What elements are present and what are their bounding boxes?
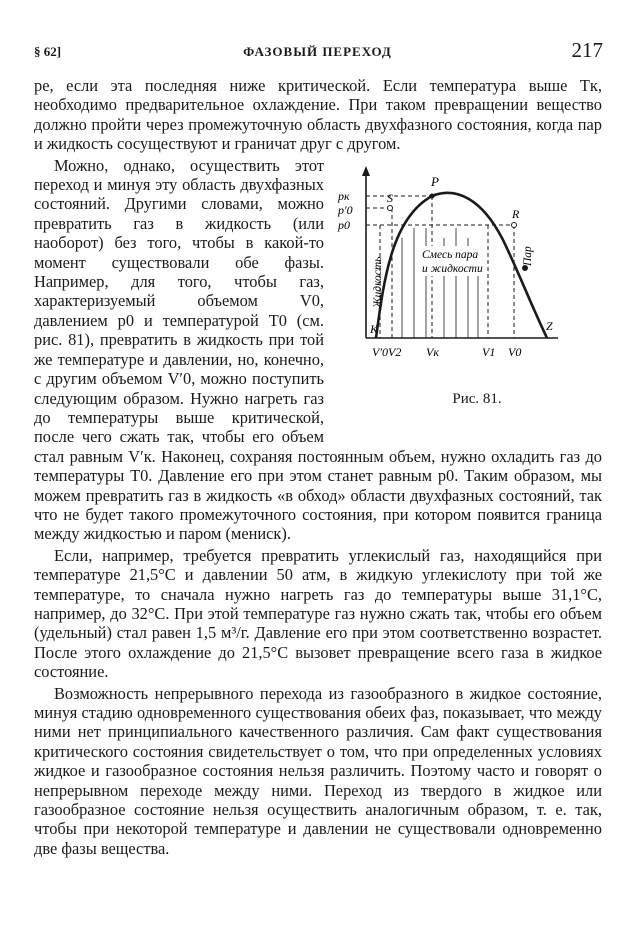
label-mixture-1: Смесь пара — [422, 248, 479, 261]
label-point-s: S — [387, 190, 393, 205]
section-number: § 62] — [34, 44, 62, 59]
two-phase-hatch — [402, 228, 478, 338]
paragraph-3: Если, например, требуется превратить углекислый газ, находящийся при температуре 21,5°C и давлении 50 атм, в жидкую углекислоту при той же температуре, то сначала нужно нагреть газ до температуры выше 31,1°C, например, до 32°C. При этой температуре газ нужно сжать так, чтобы его объем (удельный) стал равен 1,5 м³/г. Давление его при этом соответственно возрастет. После этого охлаждение до 21,5°C вызовет превращение всего газа в жидкое состояние. — [34, 545, 602, 682]
label-liquid: Жидкость — [372, 256, 384, 308]
label-v0prime: V′0 — [372, 344, 388, 359]
label-point-k: K — [370, 321, 379, 336]
y-axis-arrow — [362, 166, 370, 176]
paragraph-1: ре, если эта последняя ниже критической. Если температура выше Tк, необходимо предварительное охлаждение. При таком превращении вещество должно пройти через промежуточную область двухфазного состояния, когда пар и жидкость сосуществуют и граничат друг с другом. — [34, 76, 602, 154]
label-p0: p0 — [338, 217, 350, 232]
label-vapor: Пар — [522, 245, 534, 266]
figure-caption: Рис. 81. — [452, 390, 502, 407]
label-p0prime: p′0 — [338, 202, 353, 217]
paragraph-2-text: Можно, однако, осуществить этот переход и минуя эту область двухфазных состояний. Другими словами, можно превратить газ в жидкость (или наоборот) без того, чтобы в какой-то момент существовали обе фазы. Например, для того, чтобы газ, характеризуемый объемом V0, давлением p0 и температурой T0 (см. рис. 81), превратить в жидкость при той же температуре и давлении, но, конечно, с другим объемом V′0, можно поступить следующим образом. Нужно нагреть газ до температуры выше критической, после чего сжать так, чтобы его объем стал равным V′к. Наконец, сохраняя постоянным объем, нужно охладить газ до температуры T0. Давление его при этом станет равным p0. Таким образом, мы можем превратить газ в жидкость «в обход» области двухфазных состояний, так что не будет такого промежуточного состояния, при котором появится граница между жидкостью и паром (мениск). — [34, 155, 602, 544]
point-s — [388, 205, 393, 210]
label-point-r: R — [512, 206, 520, 221]
label-pk: pк — [338, 188, 350, 203]
body-text — [34, 76, 602, 858]
label-mixture-2: и жидкости — [422, 262, 483, 275]
label-point-z: Z — [546, 318, 553, 333]
paragraph-4: Возможность непрерывного перехода из газообразного в жидкое состояние, минуя стадию одновременного существования обеих фаз, показывает, что между ними нет принципиального качественного различия. Сам факт существования критического состояния свидетельствует о том, что при определенных условиях жидкое и газообразное состояния нельзя различить. Поэтому часто и говорят о непрерывном переходе между ними. Переход из твердого в жидкое или газообразное состояние нельзя осуществить аналогичным образом, т. е. так, чтобы при некоторой температуре и давлении не существовали одновременно две фазы вещества. — [34, 683, 602, 858]
label-vk: Vк — [426, 344, 439, 359]
label-v1: V1 — [482, 344, 496, 359]
phase-diagram — [332, 158, 602, 388]
label-point-p: P — [431, 173, 439, 189]
label-v0: V0 — [508, 344, 522, 359]
page-header — [32, 38, 603, 64]
page-number: 217 — [571, 38, 603, 62]
point-p — [430, 193, 435, 198]
point-r — [512, 222, 517, 227]
label-v2: V2 — [388, 344, 402, 359]
paragraph-2 — [34, 156, 602, 544]
figure-81 — [332, 158, 602, 424]
running-title: ФАЗОВЫЙ ПЕРЕХОД — [243, 44, 392, 59]
